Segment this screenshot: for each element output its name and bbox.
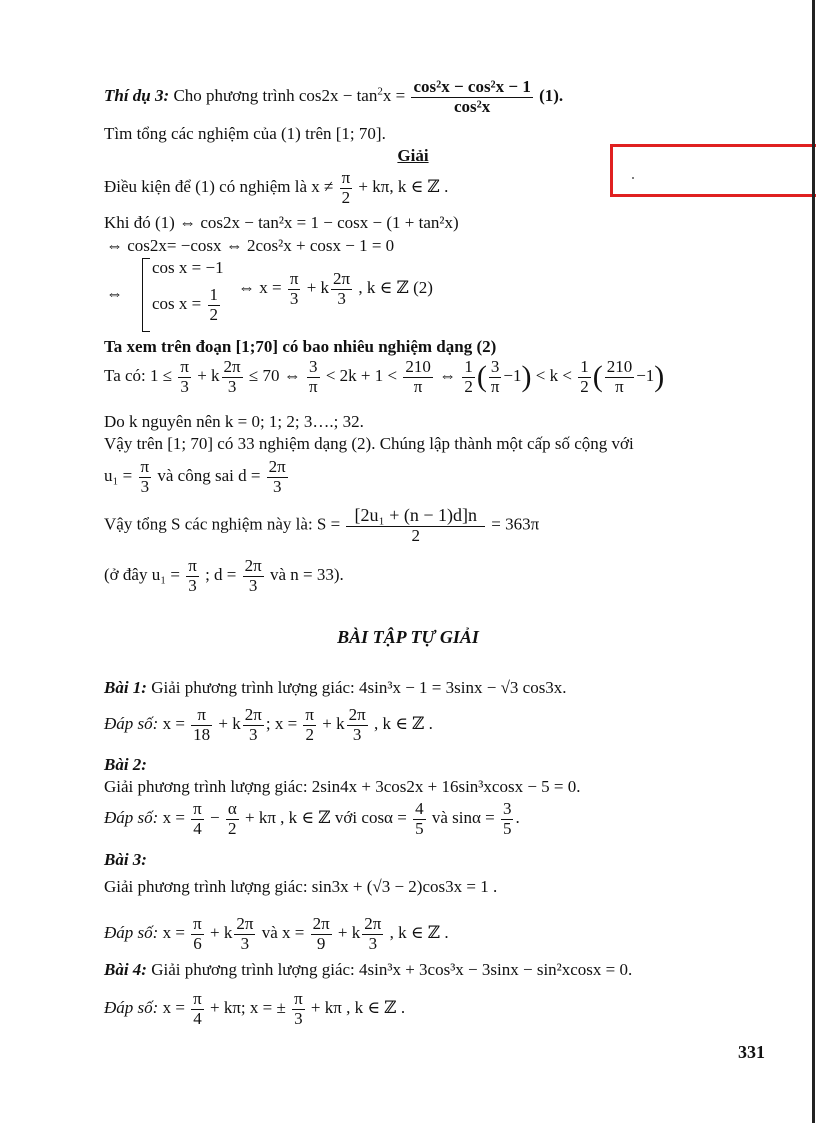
exercise-3-answer: Đáp số: x = $\frac{\pi}{6}$ + k $\frac{2\pi}{3}$ và x = $\frac{2\pi}{9}$ + k $\frac{2\pi}{3}$ , k ∈ ℤ . xyxy=(104,914,449,953)
exercise-3: Giải phương trình lượng giác: sin3x + (√3 − 2)cos3x = 1 . xyxy=(104,877,498,896)
solution-line-2: Khi đó (1) ⇔ cos2x − tan²x = 1 − cosx − (1 + tan²x) xyxy=(104,213,459,232)
exercise-4-answer: Đáp số: x = $\frac{\pi}{4}$ + kπ; x = ± $\frac{\pi}{3}$ + kπ , k ∈ ℤ . xyxy=(104,989,406,1028)
annotation-box xyxy=(610,144,816,197)
pi-over-2: $\frac{\pi}{2}$ xyxy=(341,168,351,207)
solution-line-10: Vậy tổng S các nghiệm này là: S = $\frac{\text{[2u₁ + (n − 1)d]n}}{2}$ = 363π xyxy=(104,505,540,545)
exercise-2-label: Bài 2: xyxy=(104,755,147,774)
solution-line-9: u₁ = $\frac{\pi}{3}$ và công sai d = $\frac{2\pi}{3}$ xyxy=(104,457,286,496)
page-number: 331 xyxy=(738,1042,765,1062)
example-tail: x = xyxy=(382,86,406,106)
exercise-3-label: Bài 3: xyxy=(104,850,147,869)
system-bracket xyxy=(142,258,150,332)
scan-edge xyxy=(812,0,815,1123)
system-eq-a: cos x = −1 xyxy=(152,258,224,277)
condition-line: Điều kiện để (1) có nghiệm là x ≠ $\frac{\pi}{2}$ + kπ, k ∈ ℤ . xyxy=(104,168,449,207)
exercise-2-answer: Đáp số: x = $\frac{\pi}{4}$ − $\frac{\alpha}{2}$ + kπ , k ∈ ℤ với cosα = $\frac{4}{5}$ và sinα = $\frac{3}{5}$ . xyxy=(104,799,520,838)
equation-tag: (1). xyxy=(539,86,564,106)
system-solution: ⇔ x = $\frac{\pi}{3}$ + k $\frac{2\pi}{3}$ , k ∈ ℤ (2) xyxy=(238,269,433,308)
solution-line-3: ⇔ cos2x= −cosx ⇔ 2cos²x + cosx − 1 = 0 xyxy=(106,236,395,255)
example-intro: Cho phương trình cos2x − tan xyxy=(173,86,378,106)
solution-line-5: Ta xem trên đoạn [1;70] có bao nhiêu nghiệm dạng (2) xyxy=(104,337,497,356)
task-line: Tìm tổng các nghiệm của (1) trên [1; 70]. xyxy=(104,124,386,143)
system-eq-b: cos x = $\frac{1}{2}$ xyxy=(152,285,218,324)
exercise-1-answer: Đáp số: x = $\frac{\pi}{18}$ + k $\frac{2\pi}{3}$ ; x = $\frac{\pi}{2}$ + k $\frac{2\pi}{3}$ , k ∈ ℤ . xyxy=(104,705,433,744)
exercises-heading: BÀI TẬP TỰ GIẢI xyxy=(337,627,479,647)
example-line: Thí dụ 3: Cho phương trình $\cos 2x - \tan^2x$ = $\frac{\text{cos²x − cos²x − 1}}{\text{cos²x}}$ (1). xyxy=(104,77,564,116)
inequality-line: Ta có: 1 ≤ $\frac{\pi}{3}$ + k $\frac{2\pi}{3}$ ≤ 70 ⇔ $\frac{3}{\pi}$ < 2k + 1 < $\frac{210}{\pi}$ ⇔ $\frac{1}{2}$ ( $\frac{3}{\pi}$ −1) < k < $\frac{1}{2}$ ( $\frac{210}{\pi}$ −1) xyxy=(104,357,665,396)
exercise-4: Bài 4: Giải phương trình lượng giác: 4sin³x + 3cos³x − 3sinx − sin²xcosx = 0. xyxy=(104,960,633,979)
solution-line-7: Do k nguyên nên k = 0; 1; 2; 3….; 32. xyxy=(104,412,364,431)
solution-heading: Giải xyxy=(397,146,429,165)
system-arrow: ⇔ xyxy=(106,284,123,303)
speck xyxy=(632,177,634,179)
solution-line-8: Vậy trên [1; 70] có 33 nghiệm dạng (2). Chúng lập thành một cấp số cộng với xyxy=(104,434,634,453)
solution-line-11: (ở đây u₁ = $\frac{\pi}{3}$ ; d = $\frac{2\pi}{3}$ và n = 33). xyxy=(104,556,344,595)
exercise-1: Bài 1: Giải phương trình lượng giác: 4sin³x − 1 = 3sinx − √3 cos3x. xyxy=(104,678,567,697)
exercise-2: Giải phương trình lượng giác: 2sin4x + 3cos2x + 16sin³xcosx − 5 = 0. xyxy=(104,777,581,796)
example-label: Thí dụ 3: xyxy=(104,86,170,106)
example-fraction: $\frac{\text{cos²x − cos²x − 1}}{\text{cos²x}}$ xyxy=(413,77,531,116)
